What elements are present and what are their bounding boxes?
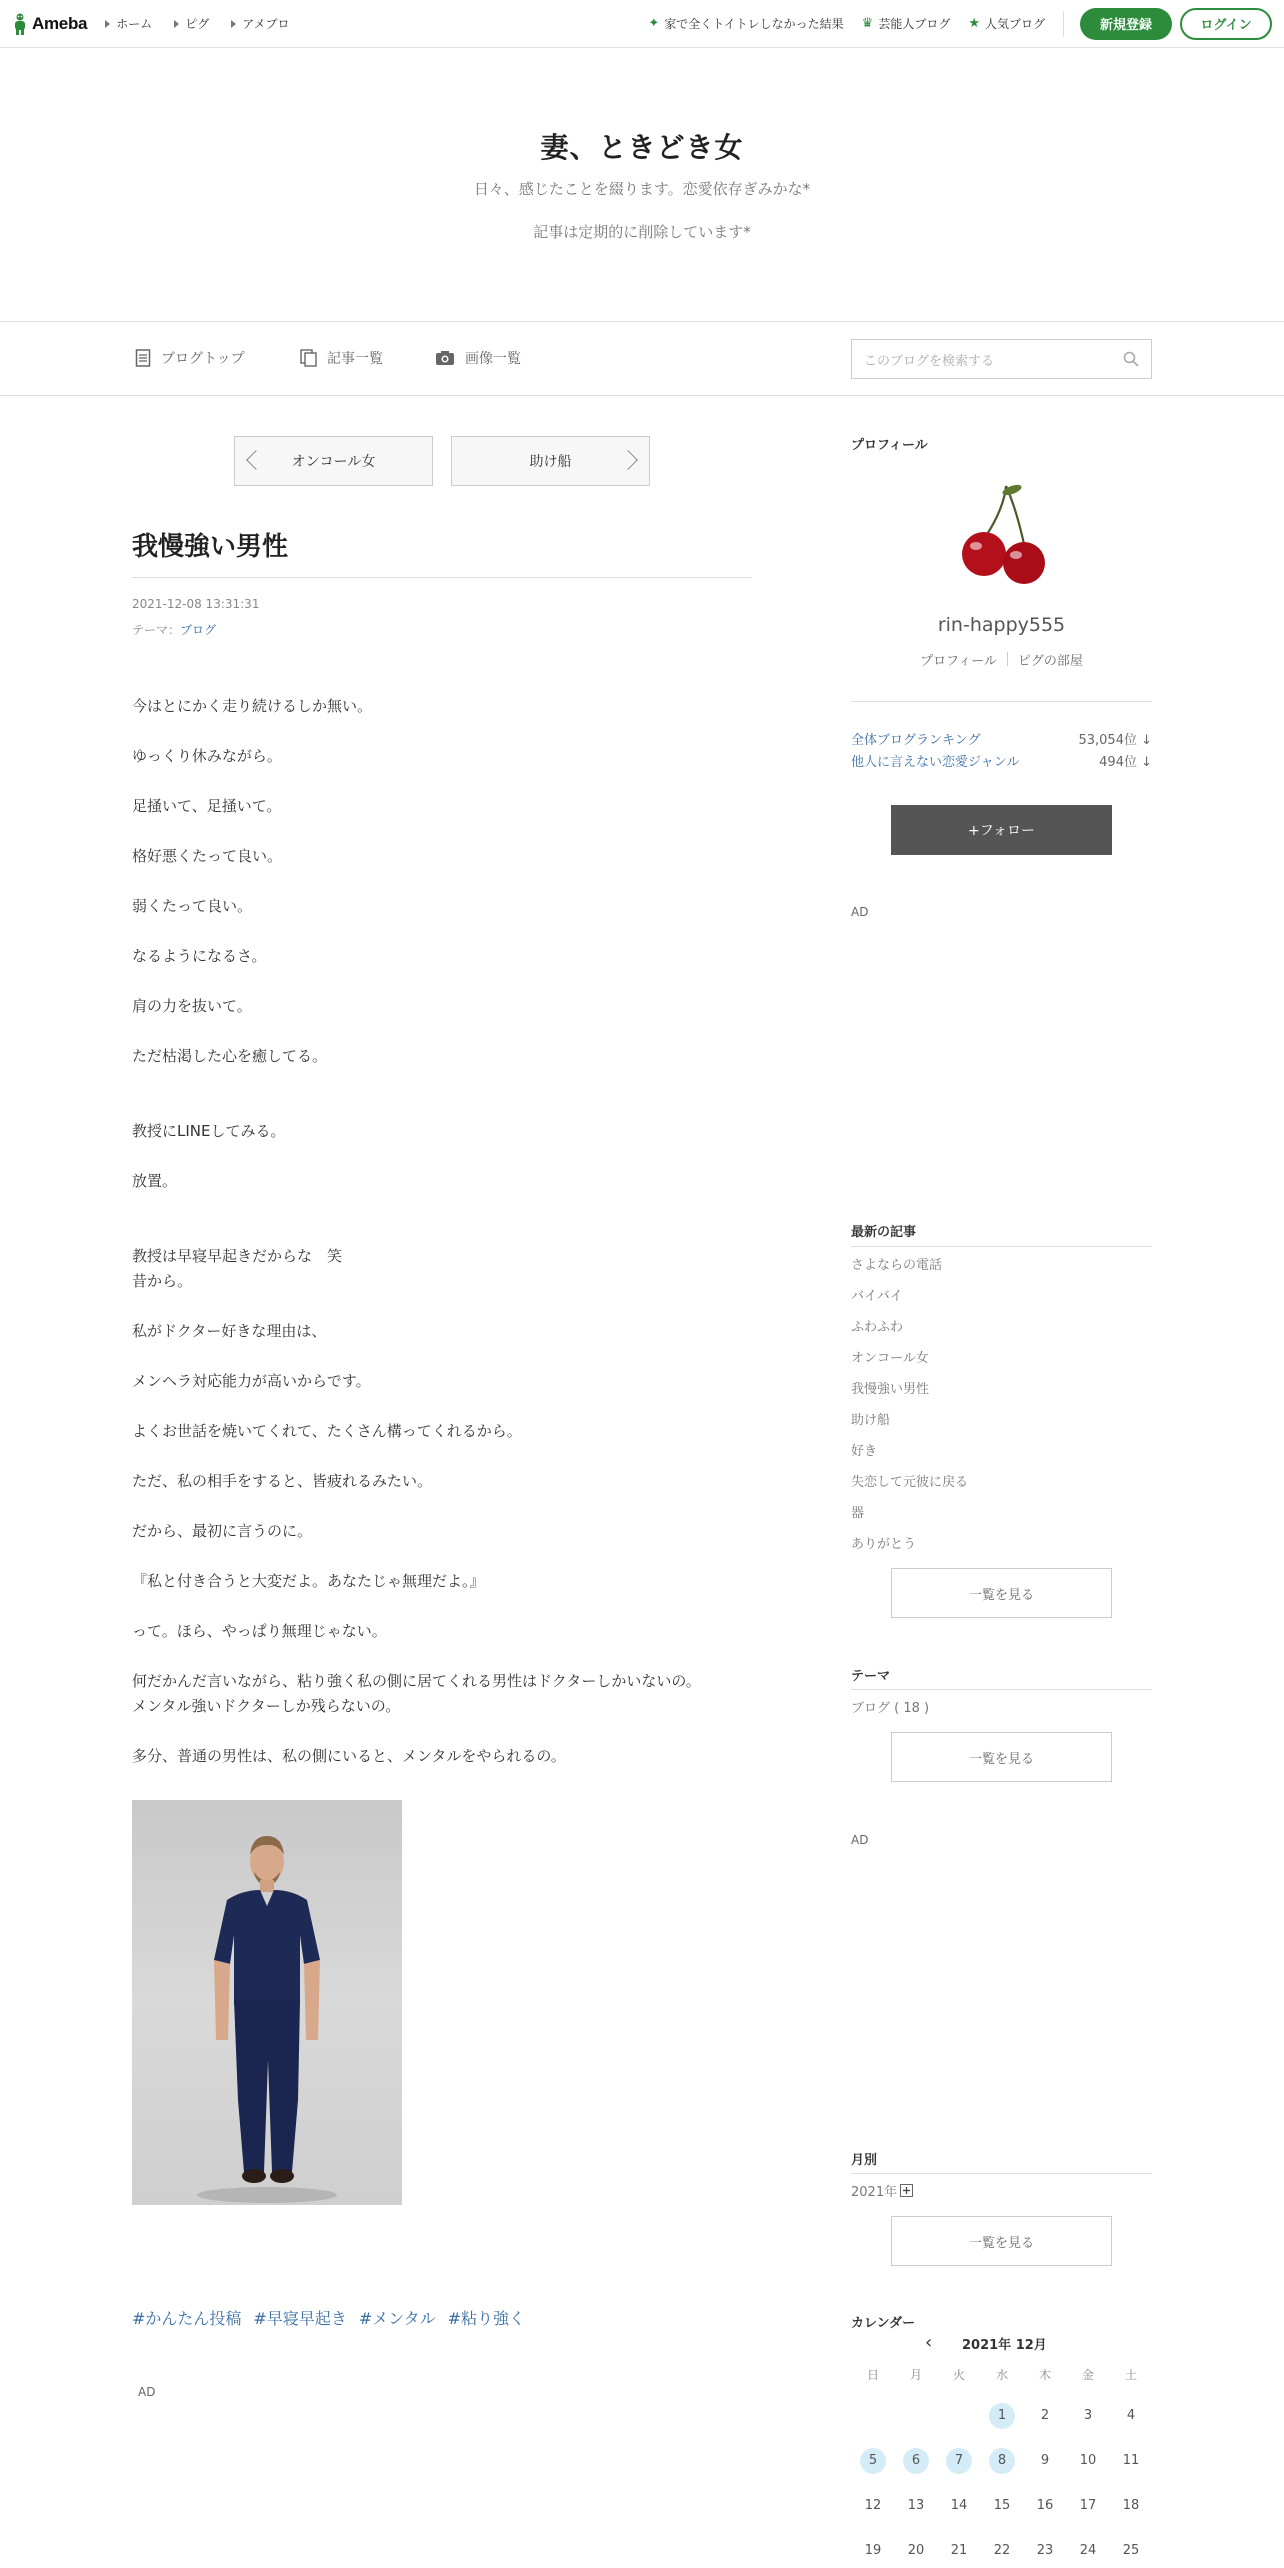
hashtag-link[interactable]: #早寝早起き xyxy=(253,2309,347,2328)
calendar-day: 9 xyxy=(1040,2453,1050,2468)
paragraph: 私がドクター好きな理由は、 xyxy=(132,1322,327,1340)
monthly-more-button[interactable]: 一覧を見る xyxy=(891,2216,1112,2266)
divider xyxy=(851,701,1152,702)
profile-heading: プロフィール xyxy=(851,438,928,453)
prev-article-label: オンコール女 xyxy=(291,454,376,470)
blog-header xyxy=(0,48,1284,322)
trending-link-label: 家で全くトイトレしなかった結果 xyxy=(664,17,844,31)
camera-icon xyxy=(435,350,455,366)
calendar-weekday: 水 xyxy=(995,2368,1008,2382)
theme-heading: テーマ xyxy=(851,1669,891,1684)
calendar-day: 10 xyxy=(1079,2453,1097,2468)
calendar-day: 3 xyxy=(1083,2408,1093,2423)
paragraph: って。ほら、やっぱり無理じゃない。 xyxy=(132,1622,387,1640)
nav-home[interactable] xyxy=(105,15,152,32)
profile-links xyxy=(851,650,1152,669)
global-header xyxy=(0,0,1284,48)
search-placeholder: このブログを検索する xyxy=(864,353,995,369)
paragraph: メンヘラ対応能力が高いからです。 xyxy=(132,1372,371,1390)
next-article-button[interactable] xyxy=(451,436,650,486)
paragraph: よくお世話を焼いてくれて、たくさん構ってくれるから。 xyxy=(132,1422,522,1440)
divider xyxy=(851,1689,1152,1690)
monthly-heading: 月別 xyxy=(851,2153,878,2168)
article-photo[interactable] xyxy=(132,1800,402,2205)
trending-link[interactable] xyxy=(648,15,843,32)
calendar-day: 16 xyxy=(1036,2498,1054,2513)
paragraph: 足掻いて、足掻いて。 xyxy=(132,797,282,815)
latest-article-link[interactable]: バイバイ xyxy=(851,1289,903,1304)
calendar-day[interactable]: 5 xyxy=(860,2448,886,2474)
header-right xyxy=(630,8,1272,40)
calendar-month: 2021年 12月 xyxy=(962,2338,1047,2353)
chevron-left-icon[interactable]: ‹ xyxy=(925,2332,933,2353)
ranking-row xyxy=(851,729,1152,748)
calendar-day: 20 xyxy=(907,2543,925,2558)
latest-article-link[interactable]: さよならの電話 xyxy=(851,1258,943,1273)
ranking-label[interactable]: 他人に言えない恋愛ジャンル xyxy=(851,755,1020,770)
calendar-weekday: 火 xyxy=(952,2368,965,2382)
search-icon[interactable] xyxy=(1123,351,1139,367)
image-list-label: 画像一覧 xyxy=(465,351,521,367)
blog-description-note: 記事は定期的に削除しています* xyxy=(533,223,751,241)
divider xyxy=(132,577,752,578)
paragraph: 教授は早寝早起きだからな 笑 昔から。 xyxy=(132,1247,343,1290)
latest-articles-heading: 最新の記事 xyxy=(851,1225,917,1240)
chevron-right-icon xyxy=(618,450,638,470)
calendar-day[interactable]: 7 xyxy=(946,2448,972,2474)
calendar-day: 18 xyxy=(1122,2498,1140,2513)
latest-article-link[interactable]: 失恋して元彼に戻る xyxy=(851,1475,969,1490)
blog-search-input[interactable] xyxy=(851,339,1152,379)
celebrity-blog-link[interactable] xyxy=(862,15,951,32)
paragraph: 多分、普通の男性は、私の側にいると、メンタルをやられるの。 xyxy=(132,1747,566,1765)
calendar-day[interactable]: 8 xyxy=(989,2448,1015,2474)
paragraph: ゆっくり休みながら。 xyxy=(132,747,282,765)
calendar-day: 12 xyxy=(864,2498,882,2513)
paragraph: ただ、私の相手をすると、皆疲れるみたい。 xyxy=(132,1472,433,1490)
profile-username[interactable]: rin-happy555 xyxy=(937,614,1066,636)
calendar-day: 13 xyxy=(907,2498,925,2513)
divider xyxy=(851,2173,1152,2174)
calendar-day: 25 xyxy=(1122,2543,1140,2558)
month-archive-link[interactable] xyxy=(851,2181,913,2200)
copy-icon xyxy=(300,349,317,367)
paragraph: 肩の力を抜いて。 xyxy=(132,997,252,1015)
calendar-day: 17 xyxy=(1079,2498,1097,2513)
latest-article-link[interactable]: 好き xyxy=(851,1444,878,1459)
next-article-label: 助け船 xyxy=(529,454,572,470)
blog-description: 日々、感じたことを綴ります。恋愛依存ぎみかな* xyxy=(473,180,811,198)
nav-pig[interactable] xyxy=(174,15,209,32)
blog-top-link[interactable] xyxy=(135,348,245,368)
latest-article-link[interactable]: 器 xyxy=(851,1506,865,1521)
celebrity-blog-label: 芸能人ブログ xyxy=(878,17,951,31)
article-date: 2021-12-08 13:31:31 xyxy=(132,597,260,611)
hashtags xyxy=(132,2306,525,2329)
ranking-value: 494位 ↓ xyxy=(1099,755,1152,770)
calendar-heading: カレンダー xyxy=(851,2316,916,2331)
latest-article-link[interactable]: 我慢強い男性 xyxy=(851,1382,930,1397)
calendar-weekday: 金 xyxy=(1081,2368,1094,2382)
hashtag-link[interactable]: #かんたん投稿 xyxy=(132,2309,242,2328)
ameba-logo-text: Ameba xyxy=(32,13,88,33)
cherry-avatar-image xyxy=(944,478,1062,596)
calendar-day: 23 xyxy=(1036,2543,1054,2558)
expand-plus-icon[interactable] xyxy=(900,2184,913,2197)
calendar-weekday: 木 xyxy=(1038,2368,1051,2382)
divider xyxy=(1007,652,1008,666)
caret-right-icon xyxy=(231,20,236,28)
paragraph: 今はとにかく走り続けるしか無い。 xyxy=(132,697,373,715)
global-nav xyxy=(105,15,311,32)
divider xyxy=(1063,11,1064,37)
ameba-logo[interactable] xyxy=(12,12,87,36)
paragraph: だから、最初に言うのに。 xyxy=(132,1522,313,1540)
paragraph: 弱くたって良い。 xyxy=(132,897,253,915)
article-title[interactable]: 我慢強い男性 xyxy=(132,532,289,562)
avatar[interactable] xyxy=(944,478,1062,596)
article-list-link[interactable] xyxy=(300,348,383,368)
man-in-scrubs-image xyxy=(132,1800,402,2205)
ranking-row xyxy=(851,751,1152,770)
ranking-label[interactable]: 全体ブログランキング xyxy=(851,733,981,748)
article-theme xyxy=(132,621,216,638)
calendar-day: 14 xyxy=(950,2498,968,2513)
theme-link[interactable]: ブログ xyxy=(180,623,217,637)
calendar-day: 2 xyxy=(1040,2408,1050,2423)
theme-label: テーマ： xyxy=(132,623,181,637)
prev-article-button[interactable] xyxy=(234,436,433,486)
crown-icon: ♛ xyxy=(861,16,874,31)
caret-right-icon xyxy=(105,20,110,28)
paragraph: 格好悪くたって良い。 xyxy=(132,847,283,865)
article-list-label: 記事一覧 xyxy=(327,351,383,367)
register-button[interactable]: 新規登録 xyxy=(1080,8,1172,40)
nav-ameblo-label: アメブロ xyxy=(242,17,290,31)
paragraph: 『私と付き合うと大変だよ。あなたじゃ無理だよ。』 xyxy=(132,1572,485,1590)
divider xyxy=(851,1246,1152,1247)
calendar-weekday: 土 xyxy=(1124,2368,1137,2382)
document-icon xyxy=(135,349,151,367)
latest-article-link[interactable]: オンコール女 xyxy=(851,1351,929,1366)
calendar-weekday: 月 xyxy=(909,2368,922,2382)
caret-right-icon xyxy=(174,20,179,28)
month-archive-label: 2021年 xyxy=(851,2185,898,2200)
latest-more-button[interactable]: 一覧を見る xyxy=(891,1568,1112,1618)
nav-ameblo[interactable] xyxy=(231,15,289,32)
calendar-day: 4 xyxy=(1126,2408,1136,2423)
calendar-day: 19 xyxy=(864,2543,882,2558)
blog-top-label: ブログトップ xyxy=(161,351,245,367)
chevron-left-icon xyxy=(246,450,266,470)
login-button[interactable]: ログイン xyxy=(1180,8,1272,40)
popular-blog-label: 人気ブログ xyxy=(984,17,1045,31)
theme-more-button[interactable]: 一覧を見る xyxy=(891,1732,1112,1782)
calendar-day: 24 xyxy=(1079,2543,1097,2558)
ad-label: AD xyxy=(851,1833,869,1847)
hashtag-link[interactable]: #メンタル xyxy=(358,2309,436,2328)
ranking-value: 53,054位 ↓ xyxy=(1078,733,1152,748)
calendar-weekday: 日 xyxy=(866,2368,879,2382)
calendar-day: 11 xyxy=(1122,2453,1140,2468)
blog-title[interactable]: 妻、ときどき女 xyxy=(540,131,744,164)
hashtag-link[interactable]: #粘り強く xyxy=(447,2309,526,2328)
star-icon: ★ xyxy=(968,16,980,31)
nav-pig-label: ピグ xyxy=(185,17,210,31)
follow-button[interactable]: +フォロー xyxy=(891,805,1112,855)
ameba-logo-icon xyxy=(12,12,28,36)
popular-blog-link[interactable] xyxy=(968,15,1045,32)
latest-article-link[interactable]: ありがとう xyxy=(851,1537,917,1552)
nav-home-label: ホーム xyxy=(116,17,153,31)
theme-item-link[interactable]: ブログ ( 18 ) xyxy=(851,1701,930,1716)
calendar-day[interactable]: 1 xyxy=(989,2403,1015,2429)
pig-room-link[interactable]: ピグの部屋 xyxy=(1017,654,1083,669)
latest-article-link[interactable]: 助け船 xyxy=(851,1413,891,1428)
blog-nav xyxy=(0,322,1284,396)
image-list-link[interactable] xyxy=(435,348,521,368)
latest-article-link[interactable]: ふわふわ xyxy=(851,1320,904,1335)
calendar-day[interactable]: 6 xyxy=(903,2448,929,2474)
calendar-day: 21 xyxy=(950,2543,968,2558)
profile-link[interactable]: プロフィール xyxy=(920,654,997,669)
star-icon: ✦ xyxy=(648,16,660,31)
paragraph: 放置。 xyxy=(132,1172,178,1190)
calendar-day: 15 xyxy=(993,2498,1011,2513)
ad-label: AD xyxy=(851,905,869,919)
ad-label: AD xyxy=(138,2385,156,2399)
paragraph: なるようになるさ。 xyxy=(132,947,267,965)
paragraph: 教授にLINEしてみる。 xyxy=(132,1122,286,1140)
paragraph: 何だかんだ言いながら、粘り強く私の側に居てくれる男性はドクターしかいないの。 メンタル強いドクターしか残らないの。 xyxy=(132,1672,701,1715)
calendar-day: 22 xyxy=(993,2543,1011,2558)
paragraph: ただ枯渇した心を癒してる。 xyxy=(132,1047,328,1065)
